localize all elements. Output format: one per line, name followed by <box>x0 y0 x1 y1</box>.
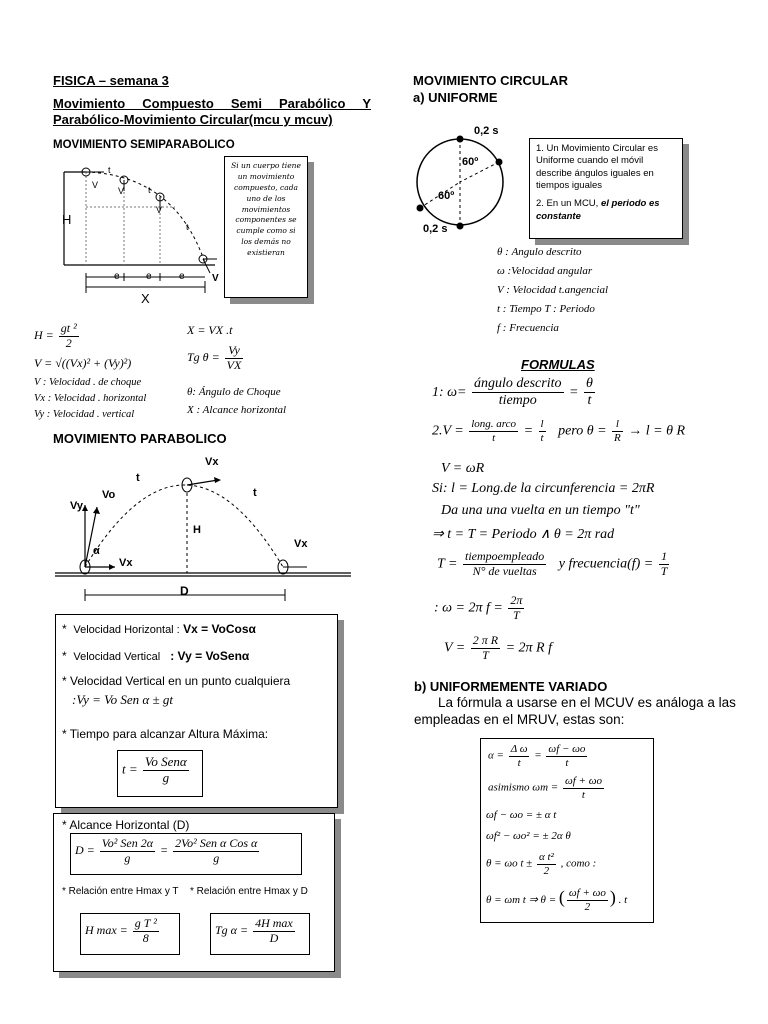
hmax-formula-box: H max = $\frac{\text{g T ²}}{8}$ <box>80 913 180 955</box>
topic-line-2: Parabólico-Movimiento Circular(mcu y mcuv) <box>53 112 333 127</box>
vv-row: * Velocidad Vertical : Vy = VoSenα <box>62 649 250 663</box>
label-d: D <box>180 584 189 598</box>
time-label-top: 0,2 s <box>474 125 499 137</box>
label-vo: Vo <box>102 489 116 501</box>
def-frecuencia: f : Frecuencia <box>497 322 559 334</box>
label-e-2: e <box>146 271 152 282</box>
label-h: H <box>62 212 72 227</box>
course-title: FISICA – semana 3 <box>53 73 169 88</box>
time-label-bottom: 0,2 s <box>423 223 448 235</box>
label-t-right: t <box>253 487 257 499</box>
parabolico-title: MOVIMIENTO PARABOLICO <box>53 431 227 446</box>
mcuv-alpha: α = $\frac{\text{Δ ω}}{t}$ = $\frac{\omega f - \omega o}{t}$ <box>488 743 586 769</box>
label-e-1: e <box>114 271 120 282</box>
label-h-parab: H <box>193 524 201 536</box>
formula-h: H = $\frac{\text{gt ²}}{2}$ <box>34 321 77 350</box>
label-t-1: t <box>108 165 111 175</box>
alcance-label: * Alcance Horizontal (D) <box>62 818 190 832</box>
rel2-label: * Relación entre Hmax y D <box>190 886 308 897</box>
mcuv-eq-5: θ = ωo t ± $\frac{\text{α t²}}{2}$ , como : <box>486 851 597 877</box>
label-vx-top: Vx <box>205 456 219 468</box>
label-v-3: V <box>156 205 163 215</box>
trajectory-path <box>86 172 205 263</box>
mcu-info-box <box>529 138 683 239</box>
formula-circunferencia: Si: l = Long.de la circunferencia = 2πR <box>432 481 655 496</box>
mcuv-eq-3: ωf − ωo = ± α t <box>486 809 557 821</box>
formula-v-tangencial: 2.V = $\frac{\text{long. arco}}{t}$ = $\frac{l}{t}$ pero θ = $\frac{l}{R}$ → l = θ R <box>432 418 686 444</box>
label-v-1: V <box>92 180 99 190</box>
vp-formula: :Vy = Vo Sen α ± gt <box>72 692 173 707</box>
parabolic-diagram <box>55 455 355 610</box>
formula-omega: 1: ω= $\frac{\text{ángulo descrito}}{\text{tiempo}}$ = $\frac{\theta}{t}$ <box>432 376 593 409</box>
label-t-left: t <box>136 472 140 484</box>
formula-tg: Tg θ = $\frac{Vy}{VX}$ <box>187 343 242 372</box>
semiparabolico-note: Si un cuerpo tiene un movimiento compuesto, cada uno de los movimientos componentes se cumple como si los demás no existieran <box>231 161 301 257</box>
formula-T-frecuencia: T = $\frac{\text{tiempoempleado}}{\text{N° de vueltas}}$ y frecuencia(f) = $\frac{1}{T}$ <box>437 549 668 578</box>
topic-line-1: Movimiento Compuesto Semi Parabólico Y <box>53 96 371 111</box>
formula-x: X = VX .t <box>187 323 233 337</box>
circle-diagram <box>412 130 522 234</box>
def-velocidad-angular: ω :Velocidad angular <box>497 265 593 277</box>
circular-title: MOVIMIENTO CIRCULAR <box>413 73 569 88</box>
tmax-formula-box: t = $\frac{\text{Vo Senα}}{g}$ <box>117 750 203 797</box>
vp-row: * Velocidad Vertical en un punto cualquiera <box>62 674 291 688</box>
label-x: X <box>138 291 153 306</box>
rel1-label: * Relación entre Hmax y T <box>62 886 179 897</box>
tga-formula-box: Tg α = $\frac{\text{4H max}}{D}$ <box>210 913 310 955</box>
def-tiempo-periodo: t : Tiempo T : Periodo <box>497 303 595 315</box>
def-angulo: θ : Angulo descrito <box>497 246 582 258</box>
label-e-3: e <box>179 271 185 282</box>
angle-label-1: 60º <box>462 156 479 168</box>
variado-paragraph: La fórmula a usarse en el MCUV es análoga a las empleadas en el MRUV, estas son: <box>414 695 736 727</box>
label-v-final: V <box>212 273 219 284</box>
mcuv-eq-4: ωf² − ωo² = ± 2α θ <box>486 830 571 842</box>
def-theta: θ: Ángulo de Choque <box>187 386 281 398</box>
mcu-info-2: 2. En un MCU, el periodo es constante <box>536 198 660 222</box>
formula-vuelta: Da una una vuelta en un tiempo "t" <box>441 503 640 518</box>
vh-row: * Velocidad Horizontal : Vx = VoCosα <box>62 622 256 636</box>
semiparabolico-note-box <box>224 156 308 298</box>
variado-title: b) UNIFORMEMENTE VARIADO <box>414 679 608 694</box>
mcuv-eq-6: θ = ωm t ⇒ θ = ( $\frac{\omega f + \omega o}{2}$ ) . t <box>486 887 628 913</box>
def-vx: Vx : Velocidad . horizontal <box>34 393 147 404</box>
angle-label-2: 60º <box>438 190 455 202</box>
mcuv-omega-media: asimismo ωm = $\frac{\omega f + \omega o}{t}$ <box>488 775 602 801</box>
semiparabolic-diagram <box>60 155 225 305</box>
def-vy: Vy : Velocidad . vertical <box>34 409 135 420</box>
semiparabolico-title: MOVIMIENTO SEMIPARABOLICO <box>53 139 235 151</box>
label-vy: Vy <box>70 500 84 512</box>
label-vx-bottom: Vx <box>119 557 133 569</box>
formula-v-2pirf: V = $\frac{\text{2 π R}}{T}$ = 2π R f <box>444 633 552 662</box>
mcu-info-1: 1. Un Movimiento Circular es Uniforme cuando el móvil describe ángulos iguales en tiempos iguales <box>536 143 658 192</box>
label-t-2: t <box>148 185 151 195</box>
label-t-3: t <box>186 222 189 232</box>
tmax-label: * Tiempo para alcanzar Altura Máxima: <box>62 727 269 741</box>
formula-v: V = √((Vx)² + (Vy)²) <box>34 356 132 370</box>
def-velocidad-tangencial: V : Velocidad t.angencial <box>497 284 608 296</box>
label-alpha: α <box>93 545 100 557</box>
def-x: X : Alcance horizontal <box>187 404 287 416</box>
formula-v-omega-r: V = ωR <box>441 461 485 476</box>
alcance-formula-box: D = $\frac{\text{Vo² Sen 2α}}{g}$ = $\frac{\text{2Vo² Sen α Cos α}}{g}$ <box>70 833 302 875</box>
def-v: V : Velocidad . de choque <box>34 377 142 388</box>
label-vx-end: Vx <box>294 538 308 550</box>
formula-periodo: ⇒ t = T = Periodo ∧ θ = 2π rad <box>432 527 615 542</box>
formula-omega-2pif: : ω = 2π f = $\frac{2\pi}{T}$ <box>434 593 523 622</box>
label-v-2: V <box>118 186 125 196</box>
formulas-title: FORMULAS <box>521 357 595 372</box>
circular-subtitle: a) UNIFORME <box>413 90 498 105</box>
